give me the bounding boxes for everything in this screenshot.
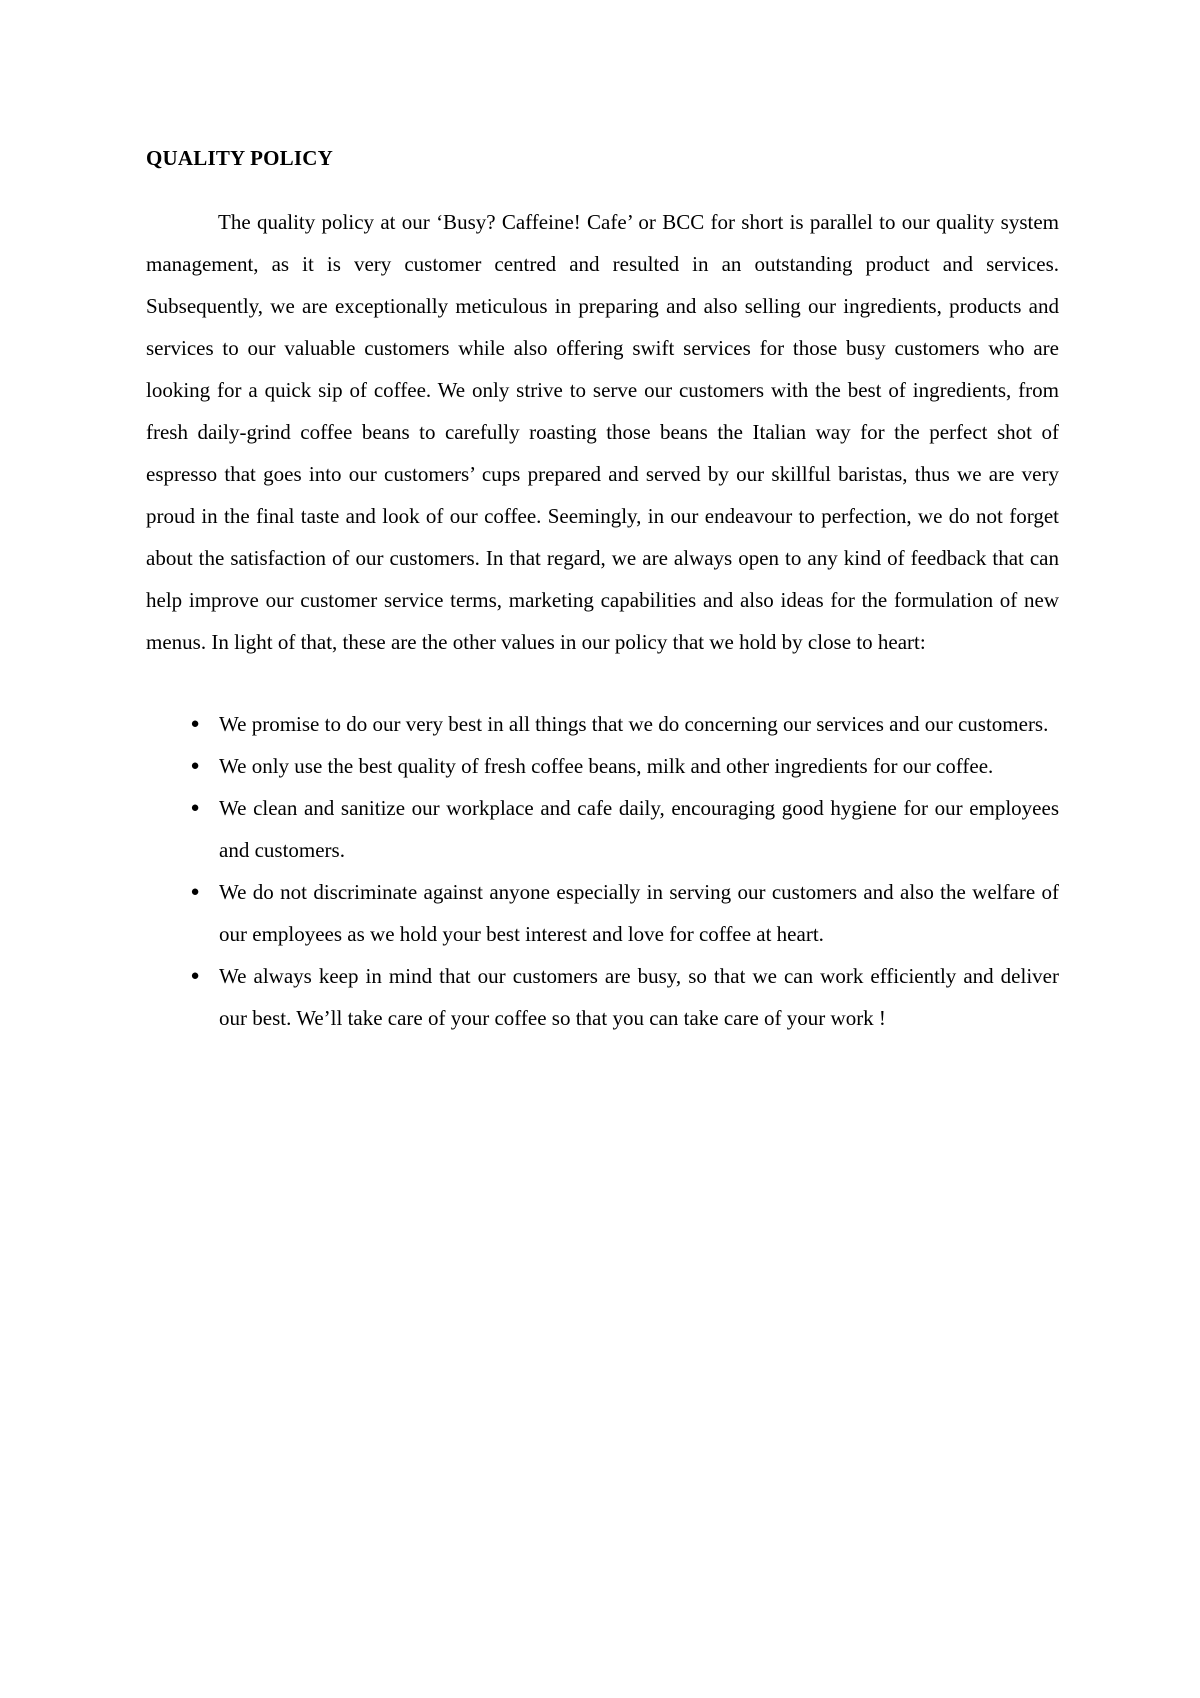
bullet-icon: ● — [190, 968, 200, 984]
bullet-icon: ● — [190, 758, 200, 774]
bullet-icon: ● — [190, 800, 200, 816]
list-item — [146, 787, 1059, 871]
bullet-icon: ● — [190, 884, 200, 900]
list-item-text: We clean and sanitize our workplace and cafe daily, encouraging good hygiene for our employees and customers. — [219, 796, 1059, 862]
list-item — [146, 871, 1059, 955]
document-content — [146, 143, 1059, 1039]
list-item — [146, 955, 1059, 1039]
policy-paragraph: The quality policy at our ‘Busy? Caffeine! Cafe’ or BCC for short is parallel to our quality system management, as it is very customer centred and resulted in an outstanding product and services. Subsequently, we are exceptionally meticulous in preparing and also selling our ingredients, products and services to our valuable customers while also offering swift services for those busy customers who are looking for a quick sip of coffee. We only strive to serve our customers with the best of ingredients, from fresh daily-grind coffee beans to carefully roasting those beans the Italian way for the perfect shot of espresso that goes into our customers’ cups prepared and served by our skillful baristas, thus we are very proud in the final taste and look of our coffee. Seemingly, in our endeavour to perfection, we do not forget about the satisfaction of our customers. In that regard, we are always open to any kind of feedback that can help improve our customer service terms, marketing capabilities and also ideas for the formulation of new menus. In light of that, these are the other values in our policy that we hold by close to heart: — [146, 210, 1059, 654]
list-item — [146, 745, 1059, 787]
list-item-text: We promise to do our very best in all things that we do concerning our services and our customers. — [219, 712, 1049, 736]
list-item-text: We do not discriminate against anyone especially in serving our customers and also the welfare of our employees as we hold your best interest and love for coffee at heart. — [219, 880, 1059, 946]
list-item-text: We only use the best quality of fresh coffee beans, milk and other ingredients for our coffee. — [219, 754, 994, 778]
page-title: QUALITY POLICY — [146, 146, 333, 170]
list-item-text: We always keep in mind that our customers are busy, so that we can work efficiently and deliver our best. We’ll take care of your coffee so that you can take care of your work ! — [219, 964, 1059, 1030]
values-list — [146, 703, 1059, 1039]
list-item — [146, 703, 1059, 745]
bullet-icon: ● — [190, 716, 200, 732]
